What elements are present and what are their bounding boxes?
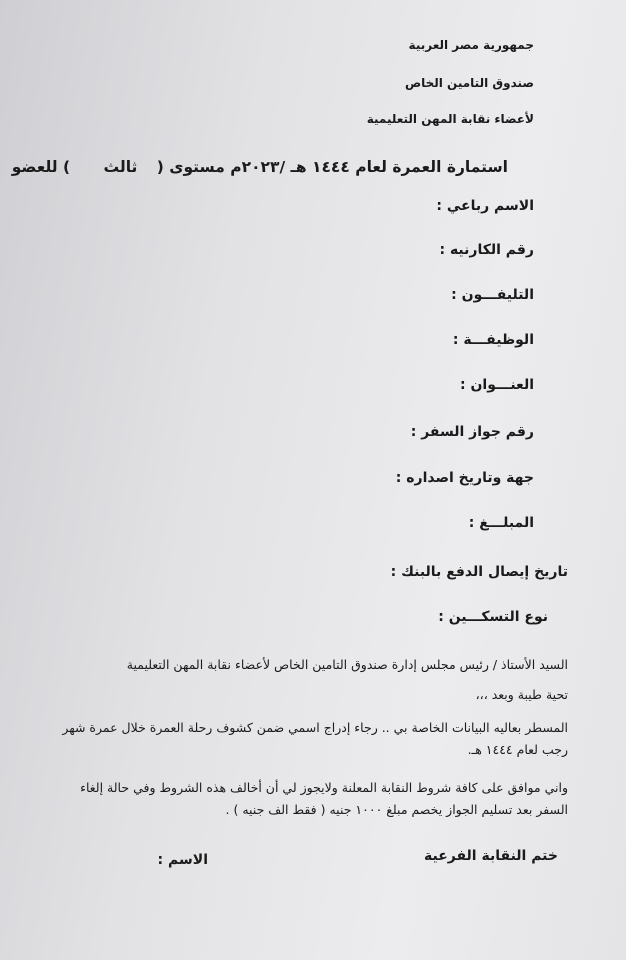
- branch-stamp-label: ختم النقابة الفرعية: [424, 848, 558, 864]
- form-title: [12, 158, 508, 176]
- letter-request: المسطر بعاليه البيانات الخاصة بي .. رجاء إدراج اسمي ضمن كشوف رحلة العمرة خلال عمرة شهر رجب لعام ١٤٤٤ هـ.: [62, 720, 568, 757]
- field-amount: المبلـــغ :: [468, 515, 534, 531]
- field-passport-issue: جهة وتاريخ اصداره :: [395, 470, 534, 486]
- header-syndicate: لأعضاء نقابة المهن التعليمية: [366, 112, 534, 126]
- field-card-number: رقم الكارنيه :: [439, 242, 534, 258]
- signature-name-label: الاسم :: [157, 852, 208, 868]
- field-bank-receipt-date: تاريخ إيصال الدفع بالبنك :: [390, 564, 568, 580]
- form-title-level: ثالث: [103, 158, 138, 176]
- letter-addressee: السيد الأستاذ / رئيس مجلس إدارة صندوق التامين الخاص لأعضاء نقابة المهن التعليمية: [126, 657, 568, 672]
- form-title-member: ) للعضو: [11, 158, 71, 176]
- field-phone: التليفـــون :: [451, 287, 534, 303]
- letter-greeting: تحية طيبة وبعد ،،،: [475, 687, 568, 702]
- letter-agreement: واني موافق على كافة شروط النقابة المعلنة ولايجوز لي أن أخالف هذه الشروط وفي حالة إلغاء السفر بعد تسليم الجواز يخصم مبلغ ١٠٠٠ جنيه ( فقط الف جنيه ) .: [80, 780, 568, 817]
- header-country: جمهورية مصر العربية: [408, 38, 534, 52]
- field-full-name: الاسم رباعي :: [436, 198, 534, 214]
- field-address: العنـــوان :: [459, 377, 534, 393]
- form-title-main: استمارة العمرة لعام ١٤٤٤ هـ /٢٠٢٣م مستوى (: [156, 158, 508, 176]
- field-job: الوظيفـــة :: [452, 332, 534, 348]
- field-passport-number: رقم جواز السفر :: [410, 424, 534, 440]
- field-accommodation-type: نوع التسكـــين :: [438, 609, 548, 625]
- header-fund: صندوق التامين الخاص: [404, 76, 534, 90]
